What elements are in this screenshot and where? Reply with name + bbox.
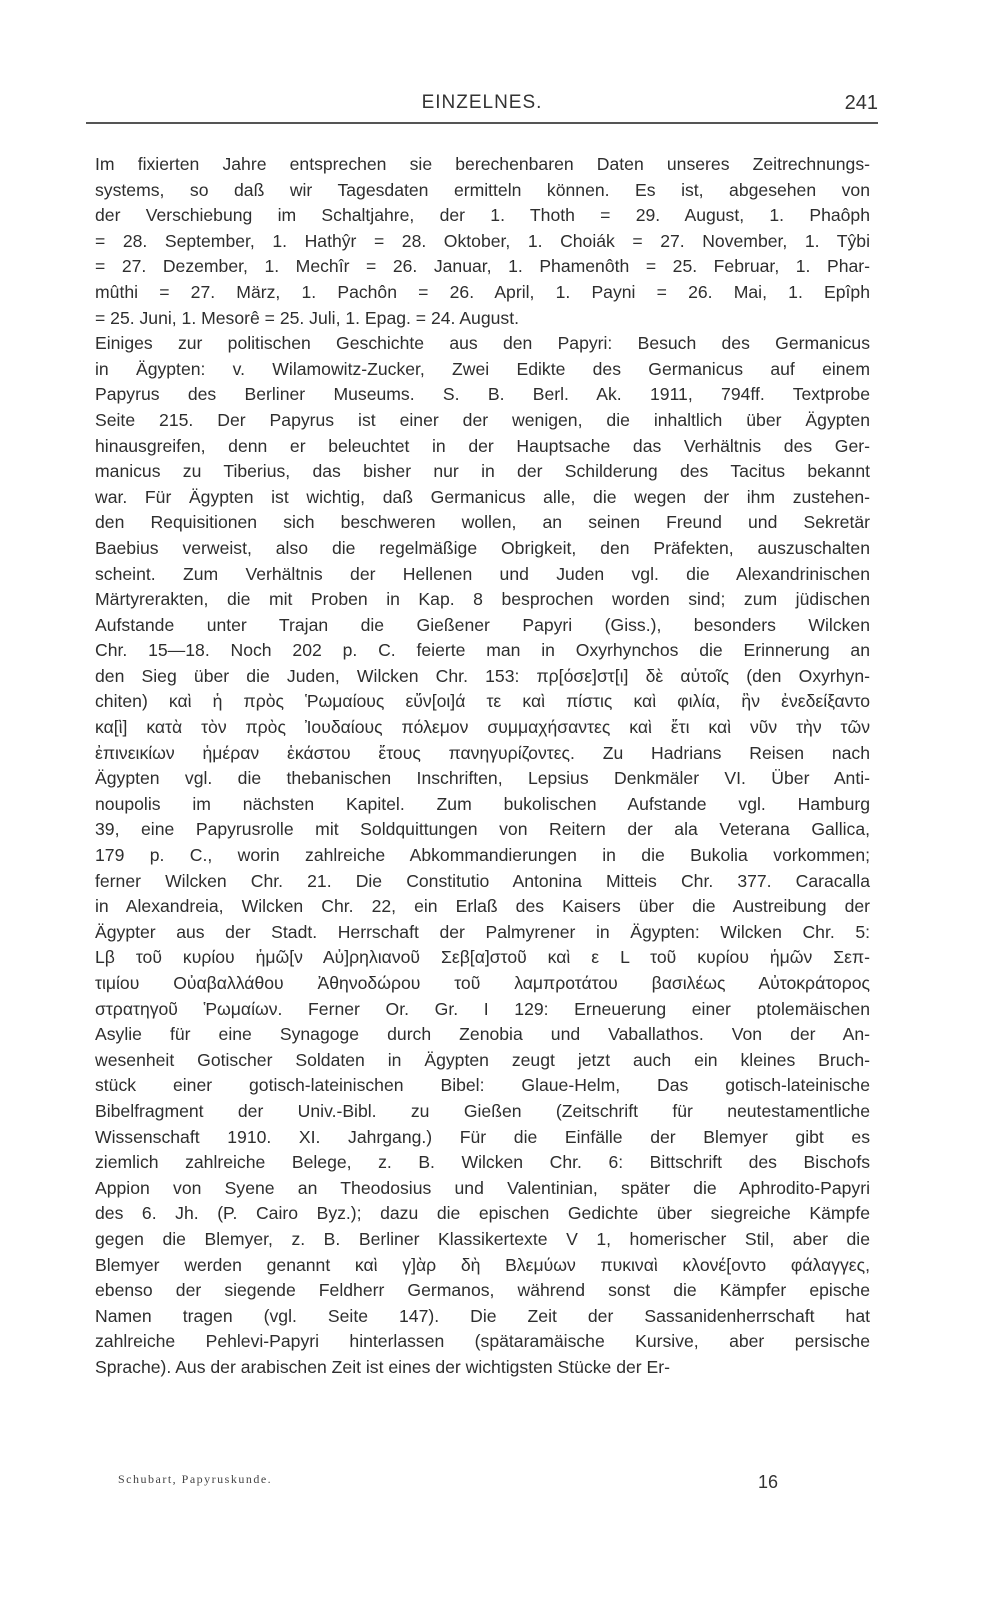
text-line: in Alexandreia, Wilcken Chr. 22, ein Erlaß des Kaisers über die Austreibung der	[95, 896, 870, 917]
text-line: gegen die Blemyer, z. B. Berliner Klassikertexte V 1, homerischer Stil, aber die	[95, 1228, 870, 1249]
text-line: Blemyer werden genannt καὶ γ]ὰρ δὴ Βλεμύων πυκιναὶ κλονέ[οντο φάλαγγες,	[95, 1254, 870, 1275]
text-line: den Requisitionen sich beschweren wollen, an seinen Freund und Sekretär	[95, 512, 870, 533]
text-line: Sprache). Aus der arabischen Zeit ist eines der wichtigsten Stücke der Er-	[95, 1356, 671, 1377]
page-footer	[118, 1468, 778, 1498]
text-line: Chr. 15—18. Noch 202 p. C. feierte man in Oxyrhynchos die Erinnerung an	[95, 640, 870, 661]
text-line: 179 p. C., worin zahlreiche Abkommandierungen in die Bukolia vorkommen;	[95, 845, 870, 866]
text-line: systems, so daß wir Tagesdaten ermitteln können. Es ist, abgesehen von	[95, 179, 870, 200]
text-line: κα[ὶ] κατὰ τὸν πρὸς Ἰουδαίους πόλεμον συμμαχήσαντες καὶ ἔτι καὶ νῦν τὴν τῶν	[95, 717, 870, 738]
text-line: war. Für Ägypten ist wichtig, daß Germanicus alle, die wegen der ihm zustehen-	[95, 486, 870, 507]
text-line: manicus zu Tiberius, das bisher nur in der Schilderung des Tacitus bekannt	[95, 461, 870, 482]
text-line: Einiges zur politischen Geschichte aus den Papyri: Besuch des Germanicus	[95, 333, 870, 354]
text-line: hinausgreifen, denn er beleuchtet in der Hauptsache das Verhältnis des Ger-	[95, 435, 870, 456]
text-line: Appion von Syene an Theodosius und Valentinian, später die Aphrodito-Papyri	[95, 1177, 870, 1198]
text-line: der Verschiebung im Schaltjahre, der 1. Thoth = 29. August, 1. Phaôph	[95, 205, 870, 226]
text-line: Aufstande unter Trajan die Gießener Papyri (Giss.), besonders Wilcken	[95, 614, 870, 635]
text-line: Ägypten vgl. die thebanischen Inschriften, Lepsius Denkmäler VI. Über Anti-	[95, 768, 870, 789]
text-line: des 6. Jh. (P. Cairo Byz.); dazu die epischen Gedichte über siegreiche Kämpfe	[95, 1203, 870, 1224]
text-line: Märtyrerakten, die mit Proben in Kap. 8 besprochen worden sind; zum jüdischen	[95, 589, 870, 610]
text-line: Im fixierten Jahre entsprechen sie berechenbaren Daten unseres Zeitrechnungs-	[95, 154, 870, 174]
text-line: noupolis im nächsten Kapitel. Zum bukolischen Aufstande vgl. Hamburg	[95, 793, 870, 814]
text-line: chiten) καὶ ἡ πρὸς Ῥωμαίους εὔν[οι]ά τε καὶ πίστις καὶ φιλία, ἣν ἐνεδείξαντο	[95, 691, 870, 712]
text-line: ferner Wilcken Chr. 21. Die Constitutio Antonina Mitteis Chr. 377. Caracalla	[95, 870, 870, 891]
text-line: στρατηγοῦ Ῥωμαίων. Ferner Or. Gr. I 129: Erneuerung einer ptolemäischen	[95, 998, 870, 1019]
signature-mark: 16	[757, 1472, 778, 1492]
text-line: zahlreiche Pehlevi-Papyri hinterlassen (spätaramäische Kursive, aber persische	[95, 1331, 870, 1352]
running-head-title: EINZELNES.	[421, 92, 543, 113]
text-line: Asylie für eine Synagoge durch Zenobia und Vaballathos. Von der An-	[95, 1024, 870, 1045]
text-line: Seite 215. Der Papyrus ist einer der wenigen, die inhaltlich über Ägypten	[95, 409, 870, 430]
text-line: 39, eine Papyrusrolle mit Soldquittungen von Reitern der ala Veterana Gallica,	[95, 819, 870, 840]
text-line: wesenheit Gotischer Soldaten in Ägypten zeugt jetzt auch ein kleines Bruch-	[95, 1049, 870, 1070]
text-line: stück einer gotisch-lateinischen Bibel: Glaue-Helm, Das gotisch-lateinische	[95, 1075, 870, 1096]
text-line: = 25. Juni, 1. Mesorê = 25. Juli, 1. Epag. = 24. August.	[95, 307, 519, 328]
text-line: τιμίου Οὐαβαλλάθου Ἀθηνοδώρου τοῦ λαμπροτάτου βασιλέως Αὐτοκράτορος	[95, 973, 870, 993]
text-line: = 28. September, 1. Hathŷr = 28. Oktober, 1. Choiák = 27. November, 1. Tŷbi	[95, 230, 870, 251]
running-head	[86, 92, 878, 124]
text-line: Baebius verweist, also die regelmäßige Obrigkeit, den Präfekten, auszuschalten	[95, 537, 870, 558]
text-line: ziemlich zahlreiche Belege, z. B. Wilcken Chr. 6: Bittschrift des Bischofs	[95, 1152, 870, 1173]
text-line: Namen tragen (vgl. Seite 147). Die Zeit der Sassanidenherrschaft hat	[95, 1305, 870, 1326]
text-line: Wissenschaft 1910. XI. Jahrgang.) Für die Einfälle der Blemyer gibt es	[95, 1126, 870, 1147]
text-line: in Ägypten: v. Wilamowitz-Zucker, Zwei Edikte des Germanicus auf einem	[95, 358, 870, 379]
text-line: scheint. Zum Verhältnis der Hellenen und Juden vgl. die Alexandrinischen	[95, 563, 870, 584]
footer-reference: Schubart, Papyruskunde.	[118, 1472, 273, 1486]
text-line: Lβ τοῦ κυρίου ἡμῶ[ν Αὐ]ρηλιανοῦ Σεβ[α]στοῦ καὶ ε L τοῦ κυρίου ἡμῶν Σεπ-	[95, 947, 870, 968]
text-line: mûthi = 27. März, 1. Pachôn = 26. April, 1. Payni = 26. Mai, 1. Epîph	[95, 281, 870, 302]
text-line: ἐπινεικίων ἡμέραν ἑκάστου ἔτους πανηγυρίζοντες. Zu Hadrians Reisen nach	[95, 742, 870, 763]
text-line: Ägypter aus der Stadt. Herrschaft der Palmyrener in Ägypten: Wilcken Chr. 5:	[95, 921, 870, 942]
text-line: Papyrus des Berliner Museums. S. B. Berl. Ak. 1911, 794ff. Textprobe	[95, 384, 870, 405]
text-line: ebenso der siegende Feldherr Germanos, während sonst die Kämpfer epische	[95, 1280, 870, 1301]
text-line: = 27. Dezember, 1. Mechîr = 26. Januar, 1. Phamenôth = 25. Februar, 1. Phar-	[95, 256, 870, 277]
text-line: den Sieg über die Juden, Wilcken Chr. 153: πρ[όσε]στ[ι] δὲ αὐτοῖς (den Oxyrhyn-	[95, 665, 870, 686]
page-number: 241	[844, 92, 878, 114]
text-line: Bibelfragment der Univ.-Bibl. zu Gießen (Zeitschrift für neutestamentliche	[95, 1100, 870, 1121]
body-text	[95, 152, 870, 1381]
